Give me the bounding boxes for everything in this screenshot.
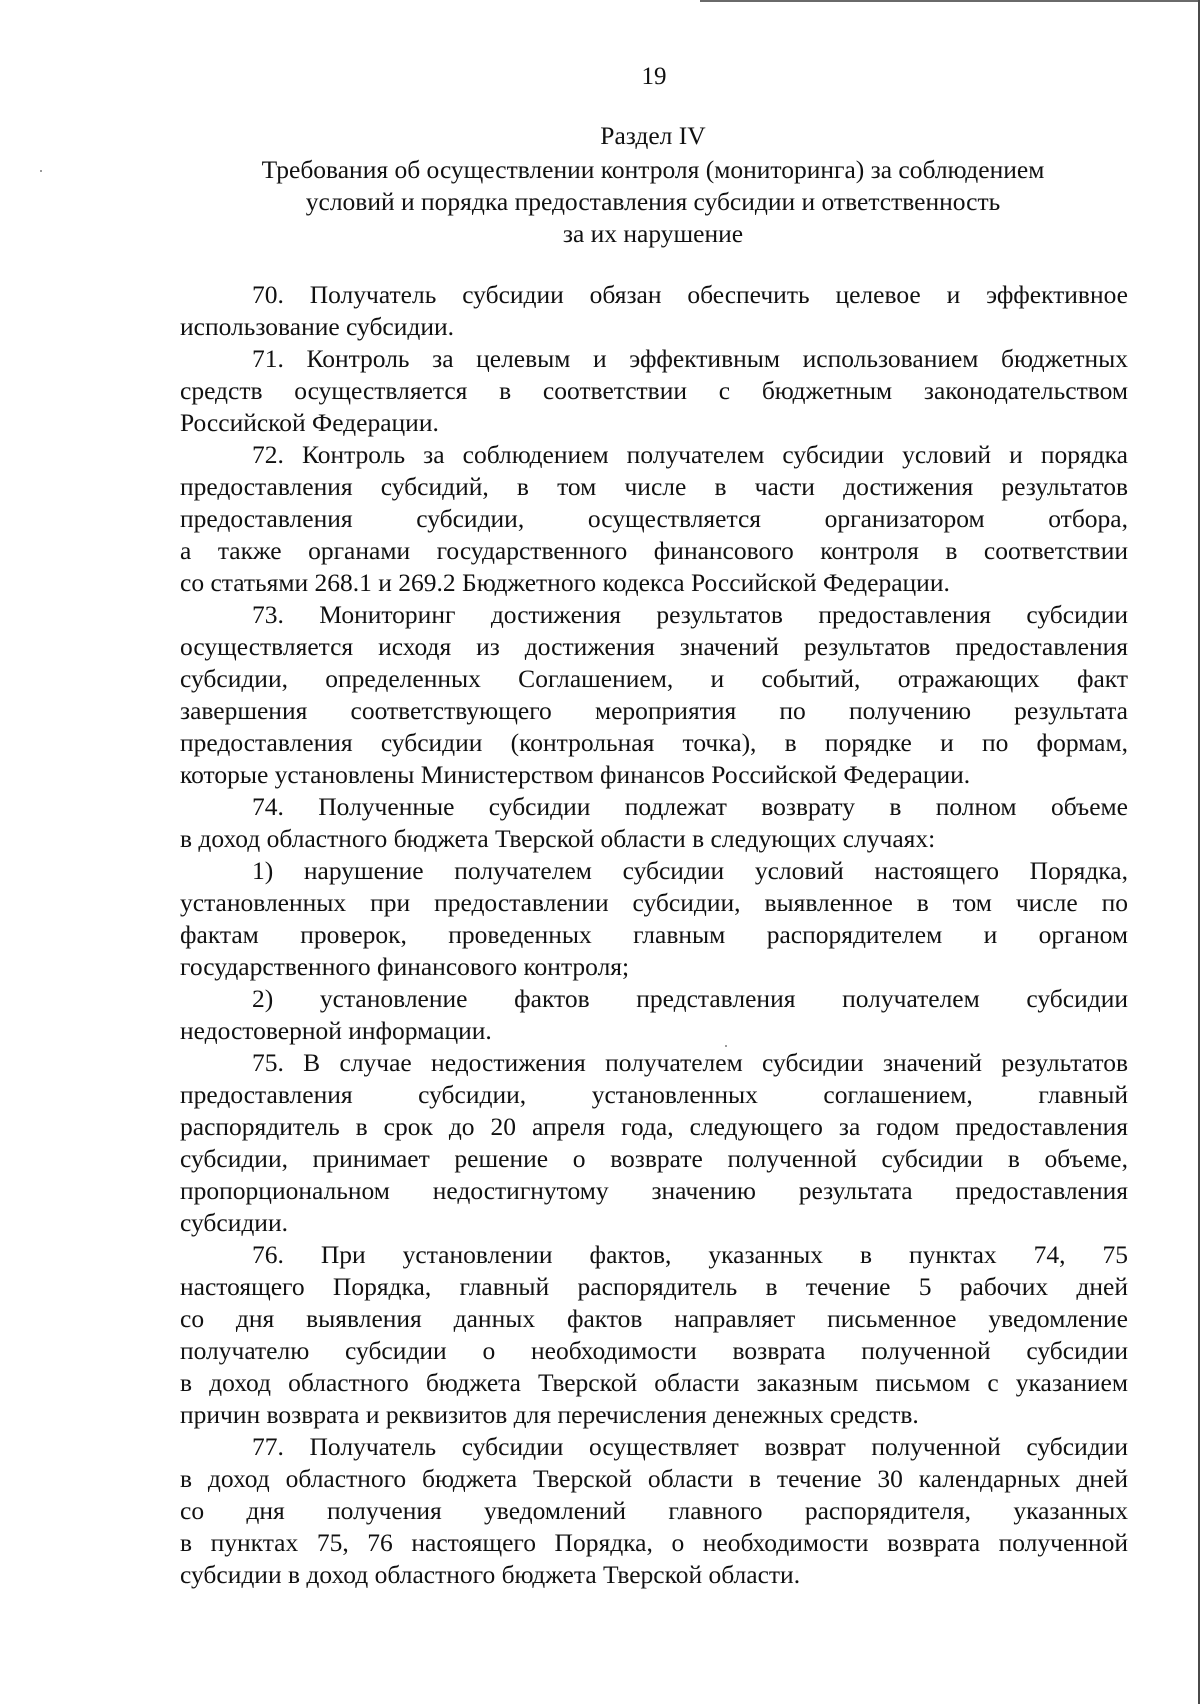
paragraph-line: а также органами государственного финансового контроля в соответствии (180, 536, 1128, 565)
paragraph-line: пропорциональном недостигнутому значению результата предоставления (180, 1176, 1128, 1205)
paragraph (180, 1047, 1128, 1239)
scan-edge-top (700, 0, 1200, 2)
paragraph-line: предоставления субсидий, в том числе в части достижения результатов (180, 472, 1128, 501)
paragraph-line: 1) нарушение получателем субсидии условий настоящего Порядка, (252, 856, 1128, 885)
paragraph-line: осуществляется исходя из достижения значений результатов предоставления (180, 632, 1128, 661)
paragraph-line: 70. Получатель субсидии обязан обеспечить целевое и эффективное (252, 280, 1128, 309)
paragraph (180, 1431, 1128, 1591)
paragraph-line: 2) установление фактов представления получателем субсидии (252, 984, 1128, 1013)
paragraph-line: предоставления субсидии, установленных соглашением, главный (180, 1080, 1128, 1109)
section-title-line: условий и порядка предоставления субсидии и ответственность (305, 187, 1001, 216)
paragraph-line: в пунктах 75, 76 настоящего Порядка, о необходимости возврата полученной (180, 1528, 1128, 1557)
paragraph-line: 75. В случае недостижения получателем субсидии значений результатов (252, 1048, 1128, 1077)
section-title (180, 154, 1126, 250)
paragraph-line: 71. Контроль за целевым и эффективным использованием бюджетных (252, 344, 1128, 373)
paragraph-line: средств осуществляется в соответствии с бюджетным законодательством (180, 376, 1128, 405)
paragraph-line: настоящего Порядка, главный распорядитель в течение 5 рабочих дней (180, 1272, 1128, 1301)
paragraph-line: фактам проверок, проведенных главным распорядителем и органом (180, 920, 1128, 949)
paragraph (180, 279, 1128, 343)
section-label: Раздел IV (600, 121, 706, 150)
paragraph-line: предоставления субсидии, осуществляется организатором отбора, (180, 504, 1128, 533)
paragraph (180, 1239, 1128, 1431)
paragraph (180, 791, 1128, 855)
paragraph-line: субсидии. (180, 1208, 288, 1237)
paragraph-line: 76. При установлении фактов, указанных в пунктах 74, 75 (252, 1240, 1128, 1269)
page-number: 19 (641, 63, 667, 90)
paragraph-line: государственного финансового контроля; (180, 952, 630, 981)
document-body (180, 279, 1128, 1591)
section-title-line: за их нарушение (562, 219, 744, 248)
paragraph-line: со статьями 268.1 и 269.2 Бюджетного кодекса Российской Федерации. (180, 568, 950, 597)
paragraph (180, 439, 1128, 599)
paragraph-line: со дня выявления данных фактов направляет письменное уведомление (180, 1304, 1128, 1333)
paragraph (180, 855, 1128, 983)
paragraph-line: получателю субсидии о необходимости возврата полученной субсидии (180, 1336, 1128, 1365)
paragraph-line: 74. Полученные субсидии подлежат возврату в полном объеме (252, 792, 1128, 821)
paragraph-line: 77. Получатель субсидии осуществляет возврат полученной субсидии (252, 1432, 1128, 1461)
paragraph-line: использование субсидии. (180, 312, 455, 341)
paragraph-line: в доход областного бюджета Тверской области заказным письмом с указанием (180, 1368, 1128, 1397)
paragraph-line: субсидии, принимает решение о возврате полученной субсидии в объеме, (180, 1144, 1128, 1173)
paragraph-line: недостоверной информации. (180, 1016, 492, 1045)
paragraph-line: завершения соответствующего мероприятия по получению результата (180, 696, 1128, 725)
paragraph-line: в доход областного бюджета Тверской области в следующих случаях: (180, 824, 936, 853)
paragraph-line: установленных при предоставлении субсидии, выявленное в том числе по (180, 888, 1128, 917)
scan-speck (40, 170, 42, 172)
paragraph-line: причин возврата и реквизитов для перечисления денежных средств. (180, 1400, 919, 1429)
paragraph-line: субсидии в доход областного бюджета Тверской области. (180, 1560, 801, 1589)
section-title-line: Требования об осуществлении контроля (мониторинга) за соблюдением (261, 155, 1045, 184)
paragraph-line: в доход областного бюджета Тверской области в течение 30 календарных дней (180, 1464, 1128, 1493)
paragraph-line: 72. Контроль за соблюдением получателем субсидии условий и порядка (252, 440, 1128, 469)
paragraph (180, 983, 1128, 1047)
paragraph-line: распорядитель в срок до 20 апреля года, следующего за годом предоставления (180, 1112, 1128, 1141)
paragraph (180, 599, 1128, 791)
paragraph-line: субсидии, определенных Соглашением, и событий, отражающих факт (180, 664, 1128, 693)
paragraph-line: со дня получения уведомлений главного распорядителя, указанных (180, 1496, 1128, 1525)
paragraph-line: которые установлены Министерством финансов Российской Федерации. (180, 760, 971, 789)
paragraph-line: 73. Мониторинг достижения результатов предоставления субсидии (252, 600, 1128, 629)
paragraph-line: предоставления субсидии (контрольная точка), в порядке и по формам, (180, 728, 1128, 757)
paragraph-line: Российской Федерации. (180, 408, 439, 437)
paragraph (180, 343, 1128, 439)
